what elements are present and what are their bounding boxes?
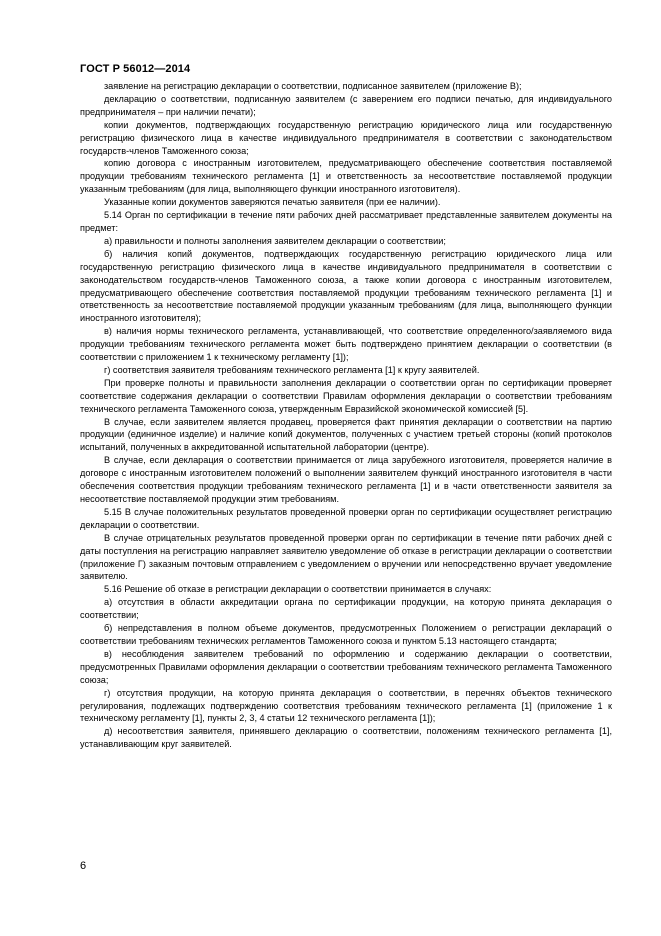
paragraph: г) отсутствия продукции, на которую принята декларация о соответствии, в перечнях объектов технического регулирования, подлежащих подтверждению соответствия требованиям технического регламента [1] (приложение 1 к техническому регламенту [1], пункты 2, 3, 4 статьи 12 технического регламента [1]); <box>80 687 612 724</box>
paragraph: декларацию о соответствии, подписанную заявителем (с заверением его подписи печатью, для индивидуального предпринимателя – при наличии печати); <box>80 93 612 117</box>
paragraph: 5.14 Орган по сертификации в течение пяти рабочих дней рассматривает представленные заявителем документы на предмет: <box>80 210 612 233</box>
paragraph: в) несоблюдения заявителем требований по оформлению и содержанию декларации о соответствии, предусмотренных Правилами оформления декларации о соответствии требованиям технического регламента Таможенного союза; <box>80 648 612 685</box>
paragraph: копию договора с иностранным изготовителем, предусматривающего обеспечение соответствия поставляемой продукции требованиям технического регламента [1] и ответственность за несоответствие поставляемой продукции указанным требованиям (для лица, выполняющего функции иностранного изготовителя). <box>80 158 612 195</box>
paragraph: д) несоответствия заявителя, принявшего декларацию о соответствии, положениям технического регламента [1], устанавливающим круг заявителей. <box>80 726 612 750</box>
page-number: 6 <box>80 860 87 872</box>
paragraph: В случае отрицательных результатов проведенной проверки орган по сертификации в течение пяти рабочих дней с даты поступления на регистрацию направляет заявителю уведомление об отказе в регистрации декларации о соответствии (приложение Г) заказным почтовым отправлением с уведомлением о вручении или непосредственно вручает уведомление заявителю. <box>80 532 612 582</box>
paragraph: б) непредставления в полном объеме документов, предусмотренных Положением о регистрации деклараций о соответствии требованиям технических регламентов Таможенного союза и пунктом 5.13 настоящего стандарта; <box>80 623 612 646</box>
paragraph: а) правильности и полноты заполнения заявителем декларации о соответствии; <box>104 235 446 246</box>
paragraph: В случае, если заявителем является продавец, проверяется факт принятия декларации о соответствии на партию продукции (единичное изделие) и наличие копий документов, полученных с участием третьей стороны (копий протоколов испытаний, полученных в аккредитованной испытательной лаборатории (центре). <box>80 416 612 453</box>
paragraph: заявление на регистрацию декларации о соответствии, подписанное заявителем (приложение В); <box>104 81 522 91</box>
paragraph: б) наличия копий документов, подтверждающих государственную регистрацию юридического лица или государственную регистрацию физического лица в качестве индивидуального предпринимателя в соответствии с законодательством государств-членов Таможенного союза, а также копии договора с иностранным изготовителем, предусматривающего обеспечение соответствия поставляемой продукции требованиям технического регламента [1] и ответственность за несоответствие поставляемой продукции указанным требованиям (для лица, выполняющего функции иностранного изготовителя); <box>80 248 612 324</box>
paragraph: При проверке полноты и правильности заполнения декларации о соответствии орган по сертификации проверяет соответствие содержания декларации о соответствии Правилам оформления декларации о соответствии требованиям технического регламента Таможенного союза, утвержденным Евразийской экономической комиссией [5]. <box>80 377 612 414</box>
paragraph: Указанные копии документов заверяются печатью заявителя (при ее наличии). <box>104 197 441 208</box>
paragraph: копии документов, подтверждающих государственную регистрацию юридического лица или государственную регистрацию физического лица в качестве индивидуального предпринимателя в соответствии с законодательством государств-членов Таможенного союза; <box>80 119 612 156</box>
document-body <box>80 80 612 751</box>
paragraph: в) наличия нормы технического регламента, устанавливающей, что соответствие определенного/заявляемого вида продукции требованиям технического регламента может быть подтверждено принятием декларации о соответствии (в соответствии с приложением 1 к техническому регламенту [1]); <box>80 326 612 363</box>
paragraph: 5.15 В случае положительных результатов проведенной проверки орган по сертификации осуществляет регистрацию декларации о соответствии. <box>80 506 612 530</box>
paragraph: а) отсутствия в области аккредитации органа по сертификации продукции, на которую принята декларация о соответствии; <box>80 597 612 621</box>
document-header: ГОСТ Р 56012—2014 <box>80 63 191 75</box>
paragraph: 5.16 Решение об отказе в регистрации декларации о соответствии принимается в случаях: <box>104 584 492 595</box>
paragraph: г) соответствия заявителя требованиям технического регламента [1] к кругу заявителей. <box>104 364 480 375</box>
paragraph: В случае, если декларация о соответствии принимается от лица зарубежного изготовителя, проверяется наличие в договоре с иностранным изготовителем положений о выполнении заявителем функций иностранного изготовителя в части обеспечения соответствия продукции требованиям технического регламента [1] и в части ответственности заявителя за несоответствие поставляемой продукции этим требованиям. <box>80 455 612 504</box>
